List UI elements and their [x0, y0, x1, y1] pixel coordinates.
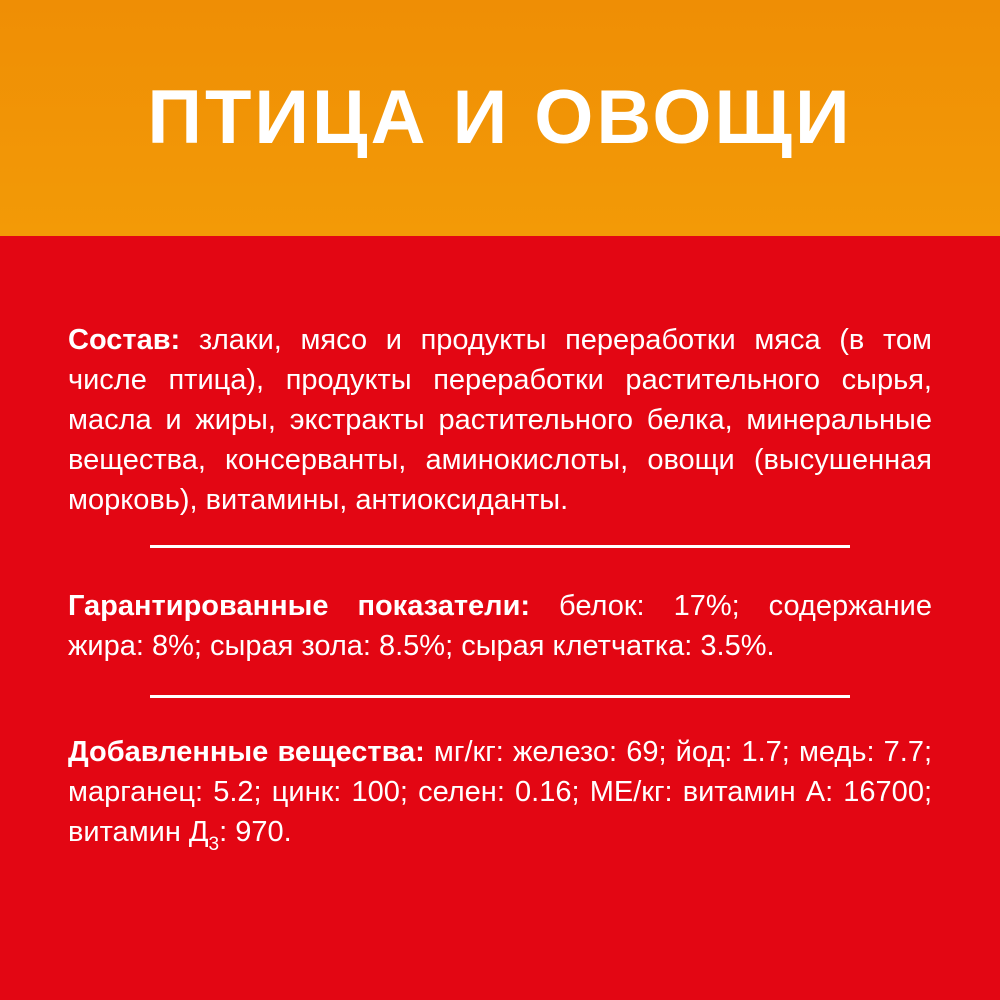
additives-section: [68, 732, 932, 855]
guaranteed-section: [68, 586, 932, 666]
composition-text: злаки, мясо и продукты переработки мяса (в том числе птица), продукты переработки растительного сырья, масла и жиры, экстракты растительного белка, минеральные вещества, консерванты, аминокислоты, овощи (высушенная морковь), витамины, антиоксиданты.: [68, 324, 932, 516]
product-title: ПТИЦА И ОВОЩИ: [147, 75, 853, 160]
guaranteed-text: белок: 17%; содержание жира: 8%; сырая зола: 8.5%; сырая клетчатка: 3.5%.: [68, 590, 932, 662]
content-panel: [0, 236, 1000, 1000]
composition-label: Состав:: [68, 324, 181, 356]
additives-label: Добавленные вещества:: [68, 736, 425, 768]
divider-line: [150, 695, 850, 698]
composition-section: [68, 320, 932, 520]
header-banner: [0, 0, 1000, 236]
additives-text: мг/кг: железо: 69; йод: 1.7; медь: 7.7; марганец: 5.2; цинк: 100; селен: 0.16; МЕ/кг: витамин А: 16700; витамин Д: [68, 736, 932, 848]
divider-line: [150, 545, 850, 548]
additives-subscript: 3: [208, 834, 220, 855]
additives-tail: : 970.: [219, 816, 292, 848]
guaranteed-label: Гарантированные показатели:: [68, 590, 531, 622]
